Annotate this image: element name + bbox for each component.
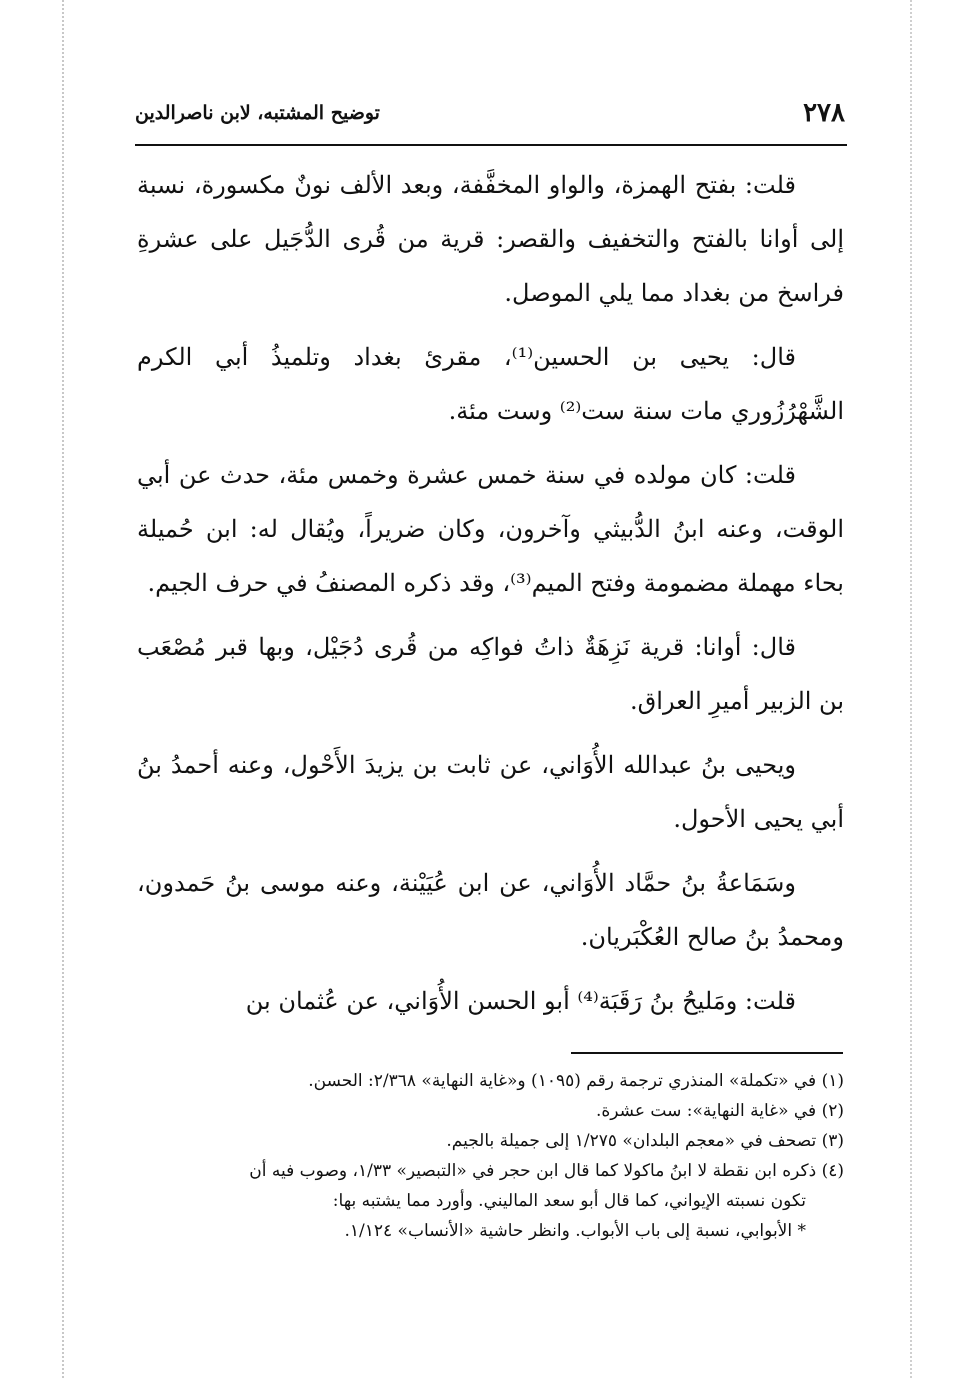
footnote: (٢) في «غاية النهاية»: ست عشرة. <box>595 1101 844 1121</box>
paragraph: وسَمَاعةُ بنُ حمَّاد الأُوَاني، عن ابن عُيَيْنة، وعنه موسى بنُ حَمدون، ومحمدُ بنُ صالح العُكْبَريان. <box>137 869 844 951</box>
main-text <box>137 158 844 1038</box>
paragraph: قلت: ومَليحُ بنُ رَقَبَة⁽⁴⁾ أبو الحسن الأُوَاني، عن عُثمان بن <box>245 987 796 1015</box>
footnote: (١) في «تكملة» المنذري ترجمة رقم (١٠٩٥) و«غاية النهاية» ٢/٣٦٨: الحسن. <box>308 1071 844 1091</box>
scan-artifact-right <box>910 0 912 1378</box>
paragraph: قال: يحيى بن الحسين⁽¹⁾، مقرئ بغداد وتلميذُ أبي الكرم الشَّهْرُزُوري مات سنة ست⁽²⁾ وست مئة. <box>137 343 844 425</box>
footnote: (٣) تصحف في «معجم البلدان» ١/٢٧٥ إلى جميلة بالجيم. <box>446 1131 844 1151</box>
footnotes <box>137 1066 844 1246</box>
page-number: ٢٧٨ <box>803 98 845 128</box>
paragraph: قال: أوانا: قرية نَزِهَةٌ ذاتُ فواكِه من قُرى دُجَيْل، وبها قبر مُصْعَب بن الزبير أميرِ العراق. <box>137 633 844 715</box>
running-title: توضيح المشتبه، لابن ناصرالدين <box>135 102 380 124</box>
footnote-rule <box>571 1052 843 1054</box>
paragraph: قلت: كان مولده في سنة خمس عشرة وخمس مئة، حدث عن أبي الوقت، وعنه ابنُ الدُّبيثي وآخرون، وكان ضريراً، ويُقال له: ابن حُميلة بحاء مهملة مضمومة وفتح الميم⁽³⁾، وقد ذكره المصنفُ في حرف الجيم. <box>137 461 844 597</box>
scan-artifact-left <box>62 0 64 1378</box>
paragraph: قلت: بفتح الهمزة، والواو المخفَّفة، وبعد الألف نونٌ مكسورة، نسبة إلى أوانا بالفتح والتخفيف والقصر: قرية من قُرى الدُّجَيل على عشرةِ فراسخ من بغداد مما يلي الموصل. <box>137 171 844 307</box>
paragraph: ويحيى بنُ عبدالله الأُوَاني، عن ثابت بن يزيدَ الأَحْول، وعنه أحمدُ بنُ أبي يحيى الأحول. <box>137 751 844 833</box>
footnote-continuation: * الأبوابي، نسبة إلى باب الأبواب. وانظر حاشية «الأنساب» ١/١٢٤. <box>344 1221 806 1241</box>
header-rule <box>135 144 847 146</box>
page-header <box>135 98 845 138</box>
footnote-continuation: تكون نسبته الإيواني، كما قال أبو سعد الماليني. وأورد مما يشتبه بها: <box>332 1191 806 1211</box>
footnote: (٤) ذكره ابن نقطة لا ابنُ ماكولا كما قال ابن حجر في «التبصير» ١/٣٣، وصوب فيه أن <box>249 1161 844 1181</box>
